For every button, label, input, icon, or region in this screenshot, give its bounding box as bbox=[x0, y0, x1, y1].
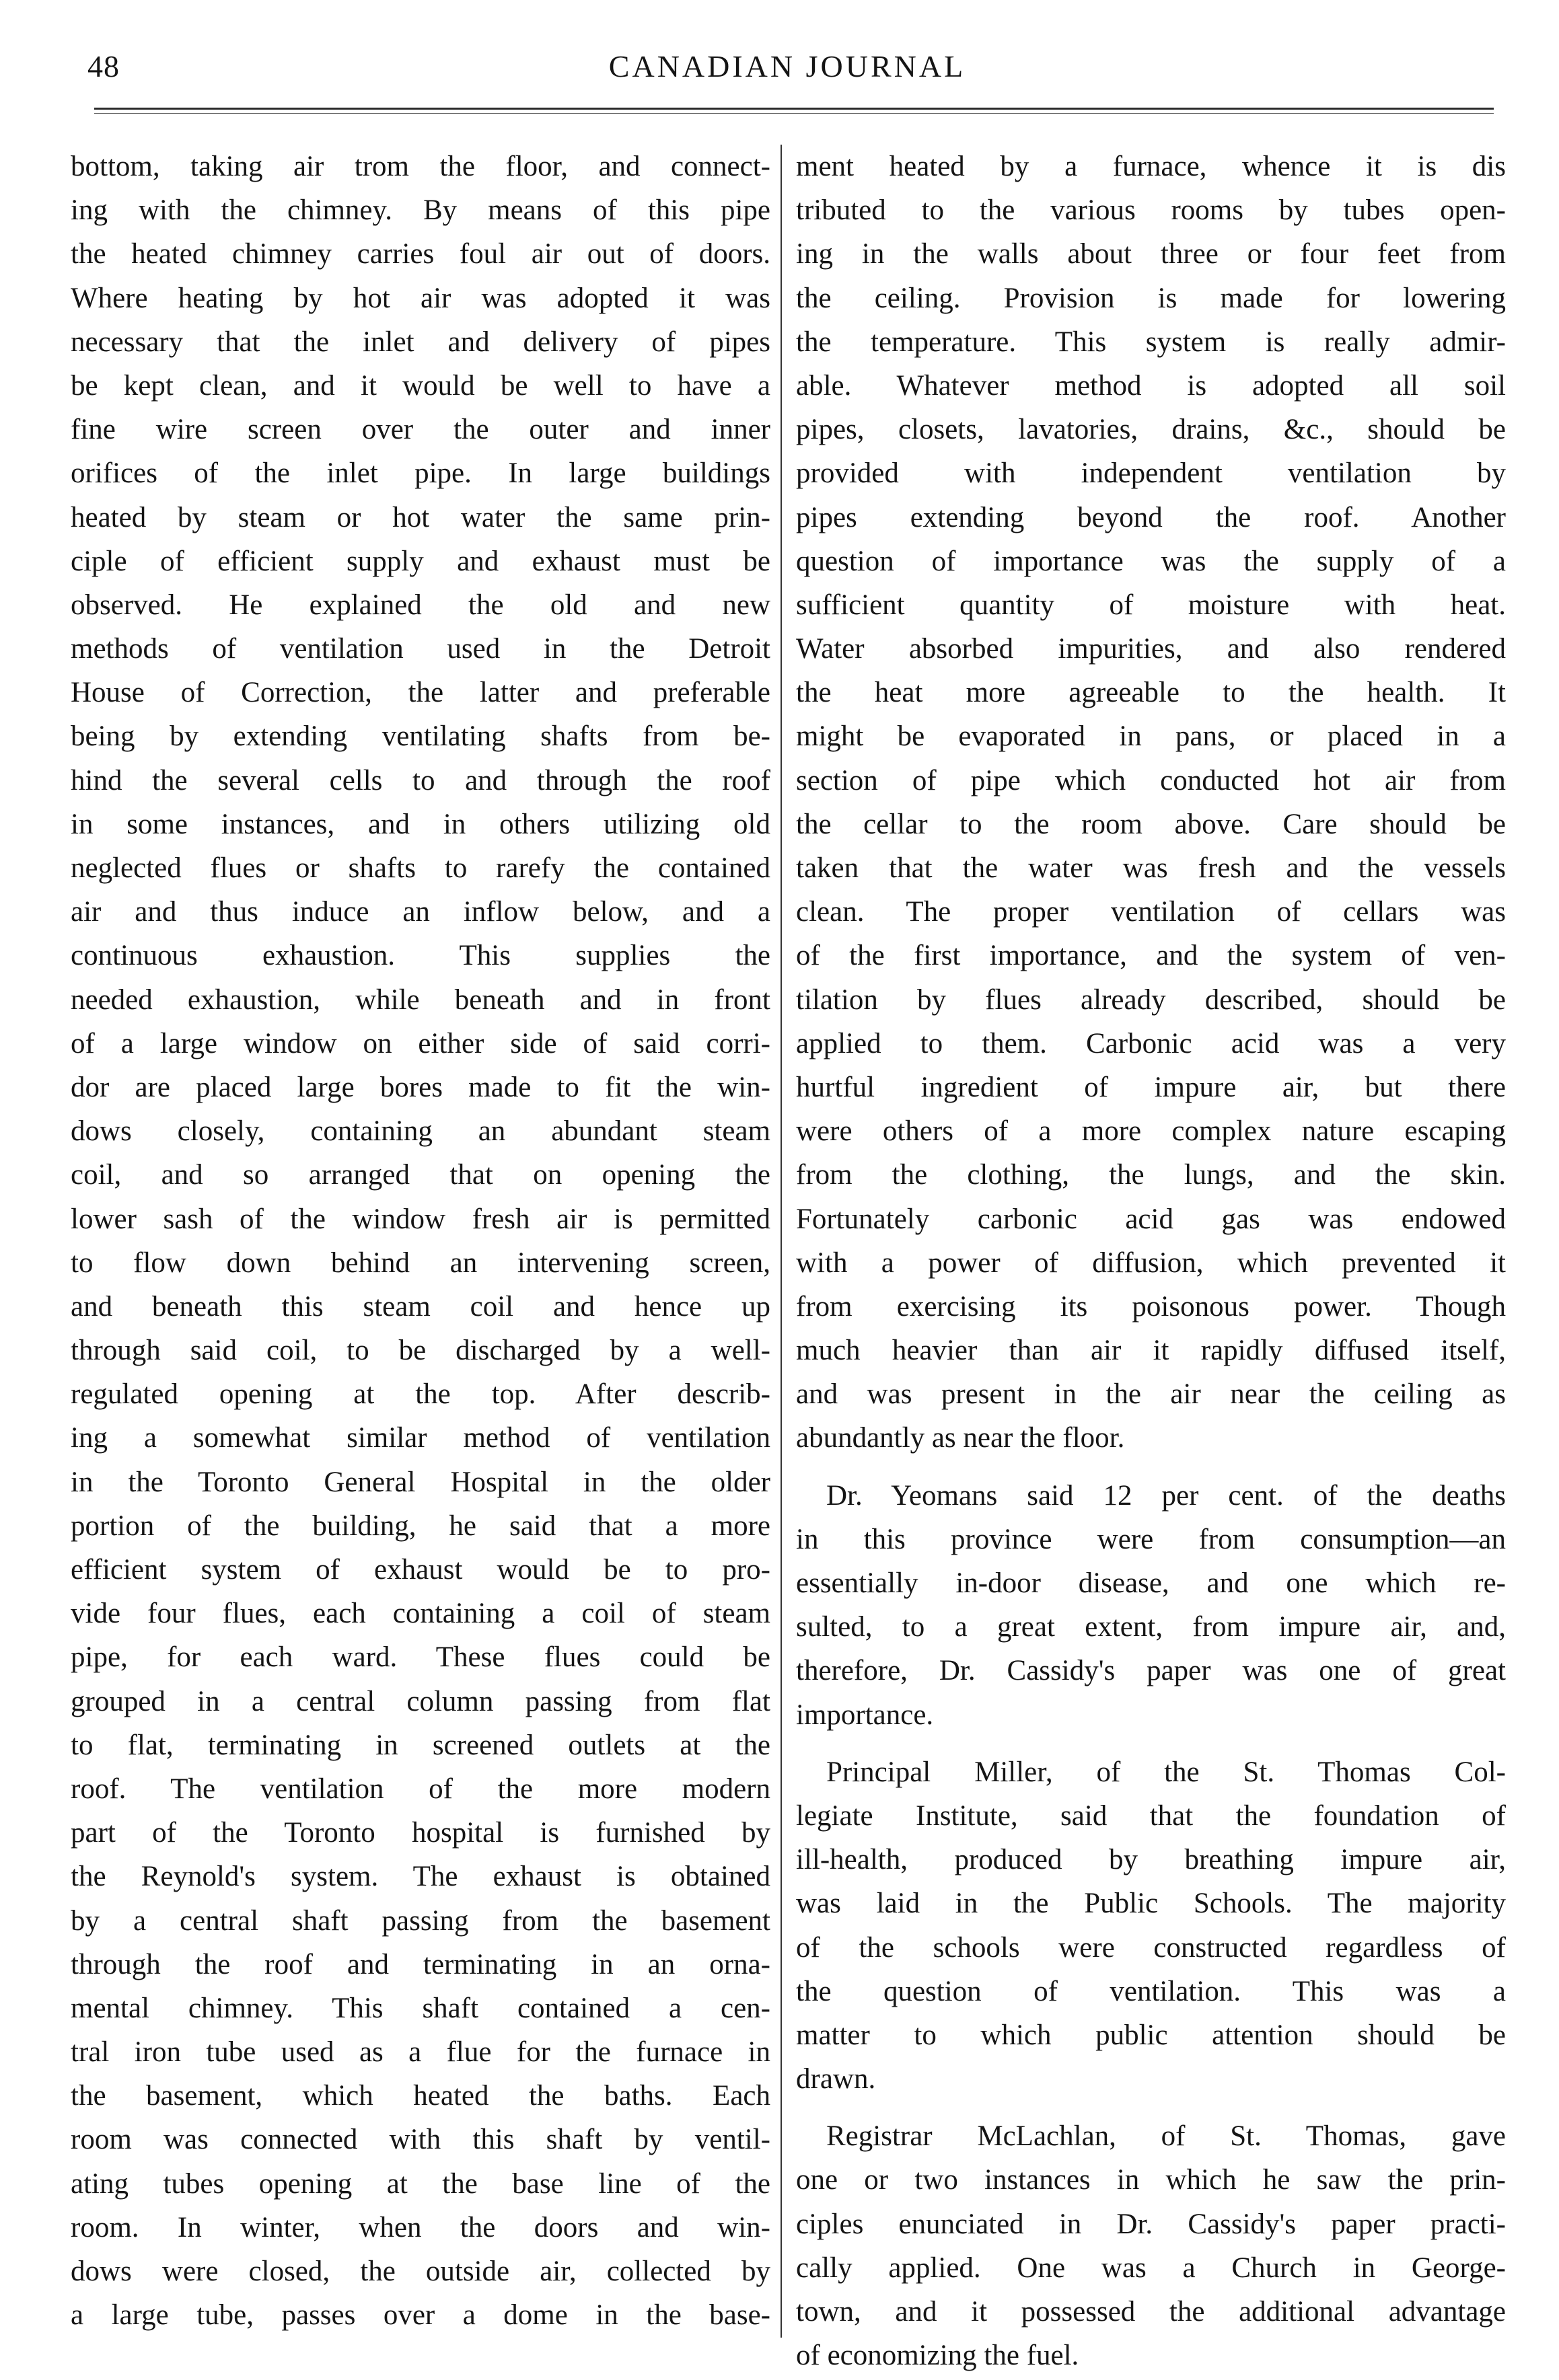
text-line: observed. He explained the old and new bbox=[71, 589, 770, 621]
text-line: tilation by flues already described, should be bbox=[796, 983, 1506, 1016]
text-line: be kept clean, and it would be well to have a bbox=[71, 369, 770, 402]
text-line: the heat more agreeable to the health. It bbox=[796, 677, 1506, 709]
text-line: much heavier than air it rapidly diffused itself, bbox=[796, 1335, 1506, 1367]
text-line: room. In winter, when the doors and win- bbox=[71, 2211, 770, 2243]
text-line: pipe, for each ward. These flues could be bbox=[71, 1641, 770, 1674]
text-line: hind the several cells to and through the roof bbox=[71, 764, 770, 796]
text-line: with a power of diffusion, which prevented it bbox=[796, 1247, 1506, 1279]
text-line: needed exhaustion, while beneath and in front bbox=[71, 983, 770, 1016]
text-line: ciples enunciated in Dr. Cassidy's paper practi- bbox=[796, 2208, 1506, 2240]
text-line: dows closely, containing an abundant steam bbox=[71, 1115, 770, 1148]
text-line: and was present in the air near the ceiling as bbox=[796, 1378, 1506, 1411]
text-line: one or two instances in which he saw the prin- bbox=[796, 2164, 1506, 2196]
text-line: necessary that the inlet and delivery of pipes bbox=[71, 326, 770, 358]
text-line: being by extending ventilating shafts from be- bbox=[71, 720, 770, 753]
text-line: tral iron tube used as a flue for the furnace in bbox=[71, 2036, 770, 2069]
text-line: mental chimney. This shaft contained a cen- bbox=[71, 1992, 770, 2024]
text-line: the cellar to the room above. Care should be bbox=[796, 808, 1506, 840]
text-line: tributed to the various rooms by tubes open- bbox=[796, 194, 1506, 227]
text-line: the temperature. This system is really admir- bbox=[796, 326, 1506, 358]
text-line: Principal Miller, of the St. Thomas Col- bbox=[826, 1756, 1506, 1788]
text-line: provided with independent ventilation by bbox=[796, 457, 1506, 490]
text-line: abundantly as near the floor. bbox=[796, 1422, 1125, 1454]
text-line: might be evaporated in pans, or placed in a bbox=[796, 720, 1506, 753]
text-line: in this province were from consumption—an bbox=[796, 1523, 1506, 1555]
text-line: the ceiling. Provision is made for lowering bbox=[796, 282, 1506, 314]
text-line: air and thus induce an inflow below, and a bbox=[71, 896, 770, 928]
header-rule-thin bbox=[94, 113, 1494, 114]
text-line: essentially in-door disease, and one which re- bbox=[796, 1567, 1506, 1599]
text-line: grouped in a central column passing from flat bbox=[71, 1685, 770, 1717]
text-line: ing with the chimney. By means of this pipe bbox=[71, 194, 770, 227]
text-line: regulated opening at the top. After describ- bbox=[71, 1378, 770, 1411]
text-line: of a large window on either side of said corri- bbox=[71, 1027, 770, 1059]
text-line: ciple of efficient supply and exhaust must be bbox=[71, 545, 770, 577]
text-line: ill-health, produced by breathing impure air, bbox=[796, 1844, 1506, 1876]
text-line: sulted, to a great extent, from impure air, and, bbox=[796, 1611, 1506, 1643]
page-header bbox=[67, 48, 1507, 96]
page-number: 48 bbox=[87, 49, 120, 83]
paragraph-gap bbox=[796, 1737, 1506, 1750]
paragraph-gap bbox=[796, 1460, 1506, 1474]
text-line: coil, and so arranged that on opening the bbox=[71, 1159, 770, 1191]
text-line: the question of ventilation. This was a bbox=[796, 1975, 1506, 2007]
running-head: CANADIAN JOURNAL bbox=[608, 49, 966, 83]
text-line: from exercising its poisonous power. Though bbox=[796, 1290, 1506, 1323]
text-line: to flow down behind an intervening screen, bbox=[71, 1247, 770, 1279]
text-line: through the roof and terminating in an orna- bbox=[71, 1948, 770, 1980]
text-line: of the first importance, and the system of ven- bbox=[796, 940, 1506, 972]
text-line: were others of a more complex nature escaping bbox=[796, 1115, 1506, 1148]
text-line: matter to which public attention should be bbox=[796, 2019, 1506, 2051]
text-line: drawn. bbox=[796, 2063, 876, 2095]
text-line: room was connected with this shaft by ventil- bbox=[71, 2124, 770, 2156]
text-line: portion of the building, he said that a more bbox=[71, 1510, 770, 1542]
text-line: lower sash of the window fresh air is permitted bbox=[71, 1203, 770, 1235]
text-line: therefore, Dr. Cassidy's paper was one of great bbox=[796, 1655, 1506, 1687]
text-line: continuous exhaustion. This supplies the bbox=[71, 940, 770, 972]
text-line: orifices of the inlet pipe. In large buildings bbox=[71, 457, 770, 490]
text-line: ing a somewhat similar method of ventilation bbox=[71, 1422, 770, 1454]
text-line: bottom, taking air trom the floor, and connect- bbox=[71, 151, 770, 182]
text-line: neglected flues or shafts to rarefy the contained bbox=[71, 852, 770, 884]
text-line: pipes extending beyond the roof. Another bbox=[796, 501, 1506, 533]
text-line: vide four flues, each containing a coil of steam bbox=[71, 1598, 770, 1630]
text-line: dor are placed large bores made to fit the win- bbox=[71, 1071, 770, 1103]
text-line: methods of ventilation used in the Detroit bbox=[71, 633, 770, 665]
text-line: Water absorbed impurities, and also rendered bbox=[796, 633, 1506, 665]
header-rule bbox=[94, 108, 1494, 110]
text-line: and beneath this steam coil and hence up bbox=[71, 1290, 770, 1323]
paragraph bbox=[796, 1474, 1506, 1737]
text-line: of the schools were constructed regardless of bbox=[796, 1931, 1506, 1964]
text-line: importance. bbox=[796, 1699, 934, 1731]
paragraph-gap bbox=[796, 2101, 1506, 2114]
text-line: ing in the walls about three or four feet from bbox=[796, 238, 1506, 270]
text-line: Fortunately carbonic acid gas was endowed bbox=[796, 1203, 1506, 1235]
text-line: a large tube, passes over a dome in the base- bbox=[71, 2299, 770, 2332]
text-line: pipes, closets, lavatories, drains, &c., should be bbox=[796, 414, 1506, 446]
text-line: by a central shaft passing from the basement bbox=[71, 1904, 770, 1937]
right-column bbox=[796, 145, 1506, 2377]
text-line: in some instances, and in others utilizing old bbox=[71, 808, 770, 840]
paragraph bbox=[796, 1750, 1506, 2102]
text-line: section of pipe which conducted hot air from bbox=[796, 764, 1506, 796]
text-line: the Reynold's system. The exhaust is obtained bbox=[71, 1861, 770, 1893]
text-line: taken that the water was fresh and the vessels bbox=[796, 852, 1506, 884]
text-line: heated by steam or hot water the same prin- bbox=[71, 501, 770, 533]
text-line: was laid in the Public Schools. The majority bbox=[796, 1888, 1506, 1920]
text-line: the basement, which heated the baths. Each bbox=[71, 2080, 770, 2112]
text-line: House of Correction, the latter and preferable bbox=[71, 677, 770, 709]
text-line: roof. The ventilation of the more modern bbox=[71, 1773, 770, 1805]
text-line: legiate Institute, said that the foundation of bbox=[796, 1799, 1506, 1832]
text-line: fine wire screen over the outer and inner bbox=[71, 414, 770, 446]
column-divider bbox=[781, 145, 782, 2338]
text-line: from the clothing, the lungs, and the skin. bbox=[796, 1159, 1506, 1191]
text-line: Where heating by hot air was adopted it was bbox=[71, 282, 770, 314]
text-line: town, and it possessed the additional advantage bbox=[796, 2296, 1506, 2328]
text-line: able. Whatever method is adopted all soil bbox=[796, 369, 1506, 402]
text-line: the heated chimney carries foul air out of doors. bbox=[71, 238, 770, 270]
text-line: clean. The proper ventilation of cellars was bbox=[796, 896, 1506, 928]
text-line: part of the Toronto hospital is furnished by bbox=[71, 1817, 770, 1849]
text-line: Dr. Yeomans said 12 per cent. of the deaths bbox=[826, 1479, 1506, 1512]
text-line: ating tubes opening at the base line of the bbox=[71, 2167, 770, 2200]
text-line: through said coil, to be discharged by a well- bbox=[71, 1335, 770, 1367]
text-line: dows were closed, the outside air, collected by bbox=[71, 2256, 770, 2287]
text-line: in the Toronto General Hospital in the older bbox=[71, 1466, 770, 1498]
text-line: sufficient quantity of moisture with heat. bbox=[796, 589, 1506, 621]
text-line: Registrar McLachlan, of St. Thomas, gave bbox=[826, 2120, 1506, 2153]
paragraph bbox=[796, 2114, 1506, 2377]
text-line: question of importance was the supply of a bbox=[796, 545, 1506, 577]
left-column bbox=[71, 145, 770, 2337]
paragraph bbox=[796, 145, 1506, 1460]
text-line: ment heated by a furnace, whence it is dis bbox=[796, 151, 1506, 182]
text-line: cally applied. One was a Church in George- bbox=[796, 2252, 1506, 2284]
text-line: to flat, terminating in screened outlets at the bbox=[71, 1729, 770, 1761]
text-line: hurtful ingredient of impure air, but there bbox=[796, 1071, 1506, 1103]
text-line: efficient system of exhaust would be to pro- bbox=[71, 1554, 770, 1586]
text-line: of economizing the fuel. bbox=[796, 2340, 1079, 2372]
text-line: applied to them. Carbonic acid was a very bbox=[796, 1027, 1506, 1059]
